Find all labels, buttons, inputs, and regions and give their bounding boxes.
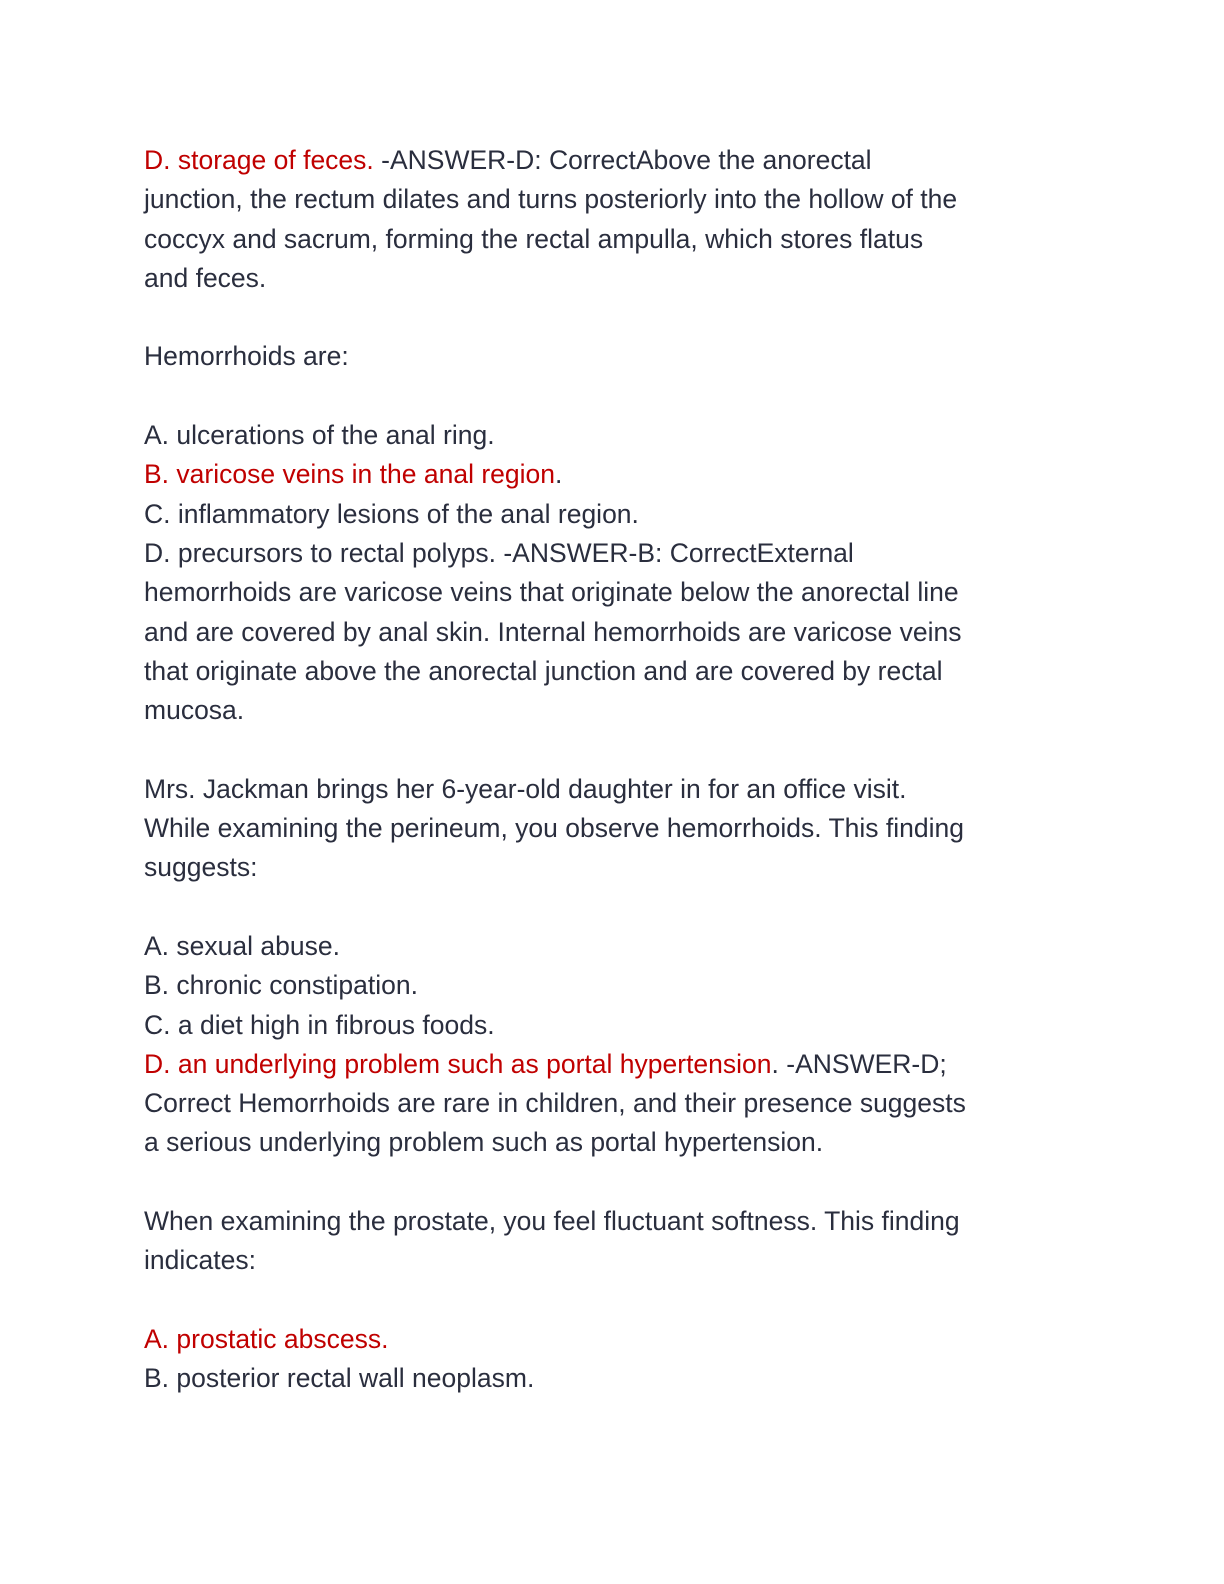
explanation-line: mucosa. [144, 695, 245, 726]
correct-answer: B. varicose veins in the anal region [144, 459, 555, 490]
option-a [144, 1320, 1084, 1359]
option-a: A. ulcerations of the anal ring. [144, 420, 495, 451]
explanation-line: a serious underlying problem such as portal hypertension. [144, 1127, 824, 1158]
correct-answer: D. an underlying problem such as portal hypertension [144, 1048, 772, 1079]
text-line: junction, the rectum dilates and turns posteriorly into the hollow of the [144, 184, 958, 215]
text-line: D. storage of feces. -ANSWER-D: CorrectAbove the anorectal [144, 145, 872, 175]
option-c: C. inflammatory lesions of the anal region. [144, 498, 639, 529]
question-text: Mrs. Jackman brings her 6-year-old daughter in for an office visit. [144, 773, 907, 804]
question-text: Hemorrhoids are: [144, 341, 349, 372]
option-d: D. an underlying problem such as portal hypertension. -ANSWER-D; [144, 1048, 947, 1079]
option-b: B. posterior rectal wall neoplasm. [144, 1363, 535, 1394]
question-block [144, 1202, 1084, 1281]
question-text: indicates: [144, 1245, 256, 1276]
question-text: While examining the perineum, you observe hemorrhoids. This finding [144, 813, 964, 844]
correct-answer: A. prostatic abscess. [144, 1323, 389, 1354]
document-page [144, 141, 1084, 1399]
answer-explanation-block [144, 141, 1084, 298]
question-block [144, 770, 1084, 888]
explanation-line: Correct Hemorrhoids are rare in children, and their presence suggests [144, 1088, 966, 1119]
text-line: and feces. [144, 262, 267, 293]
options-block [144, 416, 1084, 730]
correct-answer: D. storage of feces. [144, 145, 374, 175]
question-text: When examining the prostate, you feel fluctuant softness. This finding [144, 1206, 960, 1237]
explanation-line: that originate above the anorectal junction and are covered by rectal [144, 655, 943, 686]
options-block [144, 1320, 1084, 1399]
text-line: coccyx and sacrum, forming the rectal ampulla, which stores flatus [144, 223, 924, 254]
option-b: B. chronic constipation. [144, 970, 418, 1001]
options-block [144, 927, 1084, 1163]
option-a: A. sexual abuse. [144, 930, 340, 961]
question-text: suggests: [144, 852, 258, 883]
explanation-line: hemorrhoids are varicose veins that originate below the anorectal line [144, 577, 959, 608]
option-c: C. a diet high in fibrous foods. [144, 1009, 495, 1040]
question-block [144, 337, 1084, 376]
explanation-line: and are covered by anal skin. Internal hemorrhoids are varicose veins [144, 616, 962, 647]
option-d: D. precursors to rectal polyps. -ANSWER-B: CorrectExternal [144, 537, 854, 568]
option-b: B. varicose veins in the anal region. [144, 459, 563, 490]
